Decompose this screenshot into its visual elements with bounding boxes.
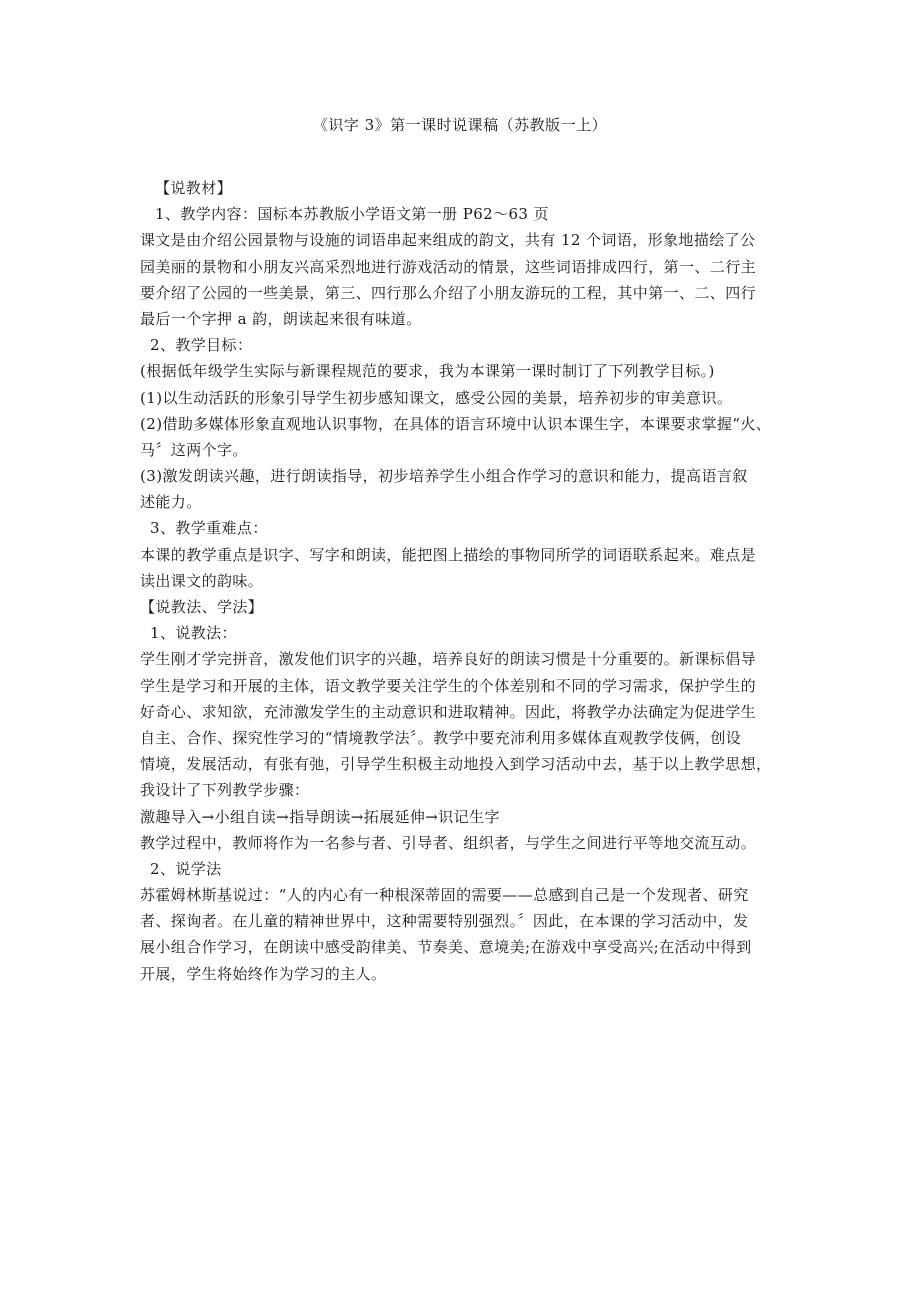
paragraph-line: 述能力。 xyxy=(140,493,202,512)
paragraph-line: 园美丽的景物和小朋友兴高采烈地进行游戏活动的情景，这些词语排成四行，第一、二行主 xyxy=(140,257,757,276)
paragraph-line: 我设计了下列教学步骤： xyxy=(140,781,310,800)
section-heading: 【说教材】 xyxy=(155,179,233,197)
paragraph-line: 马〞这两个字。 xyxy=(140,440,248,459)
paragraph-line: 自主、合作、探究性学习的“情境教学法〞。教学中要充沛利用多媒体直观教学伎俩，创设 xyxy=(140,728,742,747)
paragraph-line: 教学过程中，教师将作为一名参与者、引导者、组织者，与学生之间进行平等地交流互动。 xyxy=(140,833,757,852)
paragraph-line: 最后一个字押 a 韵，朗读起来很有味道。 xyxy=(140,309,422,328)
section-heading: 【说教法、学法】 xyxy=(140,598,264,616)
subsection-heading: 2、说学法 xyxy=(150,859,222,878)
paragraph-line: 苏霍姆林斯基说过：“人的内心有一种根深蒂固的需要——总感到自己是一个发现者、研究 xyxy=(140,886,749,905)
paragraph-line: (2)借助多媒体形象直观地认识事物，在具体的语言环境中认识本课生字，本课要求掌握“火、 xyxy=(140,414,772,433)
paragraph-line: (根据低年级学生实际与新课程规范的要求，我为本课第一课时制订了下列教学目标。) xyxy=(140,362,715,381)
paragraph-line: 者、探询者。在儿童的精神世界中，这种需要特别强烈。〞因此，在本课的学习活动中，发 xyxy=(140,912,749,931)
paragraph-line: 展小组合作学习，在朗读中感受韵律美、节奏美、意境美;在游戏中享受高兴;在活动中得到 xyxy=(140,938,752,957)
subsection-heading: 1、说教法： xyxy=(150,624,237,643)
paragraph-line: (1)以生动活跃的形象引导学生初步感知课文，感受公园的美景，培养初步的审美意识。 xyxy=(140,388,733,407)
document-body xyxy=(140,175,795,987)
subsection-heading: 2、教学目标： xyxy=(150,336,253,355)
paragraph-line: 好奇心、求知欲，充沛激发学生的主动意识和进取精神。因此，将教学办法确定为促进学生 xyxy=(140,702,757,721)
paragraph-line: 学生刚才学完拼音，激发他们识字的兴趣，培养良好的朗读习惯是十分重要的。新课标倡导 xyxy=(140,650,757,669)
subsection-heading: 3、教学重难点： xyxy=(150,519,268,538)
paragraph-line: 激趣导入→小组自读→指导朗读→拓展延伸→识记生字 xyxy=(140,807,500,826)
paragraph-line: 要介绍了公园的一些美景，第三、四行那么介绍了小朋友游玩的工程，其中第一、二、四行 xyxy=(140,283,757,302)
paragraph-line: 本课的教学重点是识字、写字和朗读，能把图上描绘的事物同所学的词语联系起来。难点是 xyxy=(140,545,757,564)
paragraph-line: 情境，发展活动，有张有弛，引导学生积极主动地投入到学习活动中去，基于以上教学思想， xyxy=(140,755,772,774)
paragraph-line: 开展，学生将始终作为学习的主人。 xyxy=(140,964,387,983)
paragraph-line: 学生是学习和开展的主体，语文教学要关注学生的个体差别和不同的学习需求，保护学生的 xyxy=(140,676,757,695)
paragraph-line: 课文是由介绍公园景物与设施的词语串起来组成的韵文，共有 12 个词语，形象地描绘了公 xyxy=(140,231,756,250)
paragraph-line: (3)激发朗读兴趣，进行朗读指导，初步培养学生小组合作学习的意识和能力，提高语言叙 xyxy=(140,467,748,486)
subsection-heading: 1、教学内容：国标本苏教版小学语文第一册 P62～63 页 xyxy=(155,205,549,224)
paragraph-line: 读出课文的韵味。 xyxy=(140,571,264,590)
document-title: 《识字 3》第一课时说课稿（苏教版一上） xyxy=(312,116,608,134)
